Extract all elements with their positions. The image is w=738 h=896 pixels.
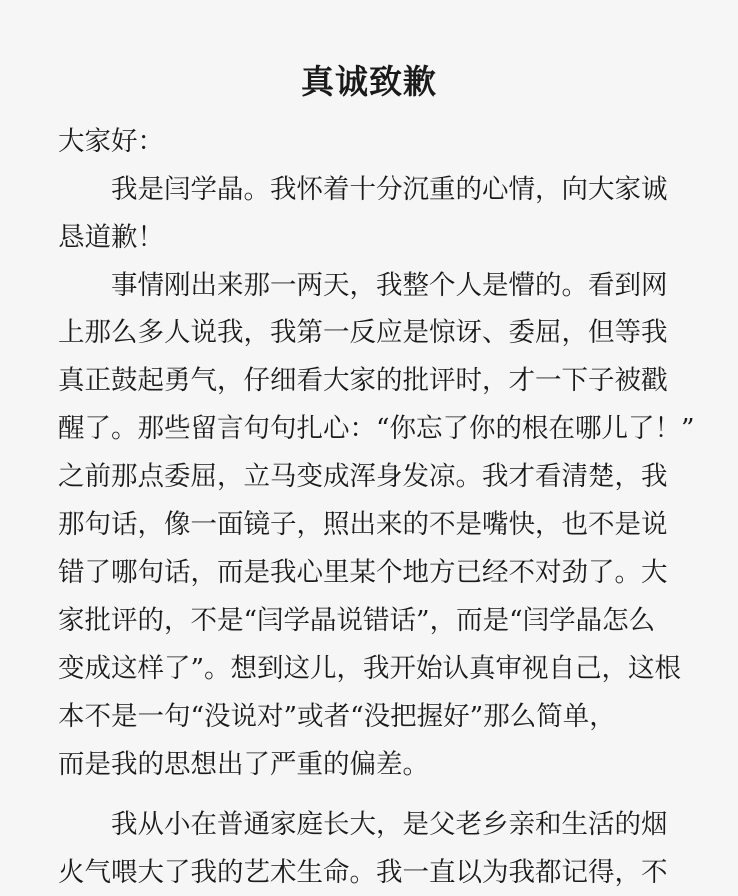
text-line-6: 醒了。那些留言句句扎心：“你忘了你的根在哪儿了！” xyxy=(58,413,695,444)
document-title: 真诚致歉 xyxy=(301,62,437,101)
text-line-14: 我从小在普通家庭长大，是父老乡亲和生活的烟 xyxy=(111,809,668,840)
text-line-8: 那句话，像一面镜子，照出来的不是嘴快，也不是说 xyxy=(58,509,668,540)
text-line-10: 家批评的，不是“闫学晶说错话”，而是“闫学晶怎么 xyxy=(58,605,656,636)
text-line-2: 恳道歉！ xyxy=(58,222,164,253)
text-line-11: 变成这样了”。想到这儿，我开始认真审视自己，这根 xyxy=(58,653,682,684)
text-line-1: 我是闫学晶。我怀着十分沉重的心情，向大家诚 xyxy=(111,174,668,205)
text-line-15: 火气喂大了我的艺术生命。我一直以为我都记得，不 xyxy=(58,857,668,888)
text-line-9: 错了哪句话，而是我心里某个地方已经不对劲了。大 xyxy=(58,557,668,588)
text-line-12: 本不是一句“没说对”或者“没把握好”那么简单， xyxy=(58,701,616,732)
greeting-line: 大家好： xyxy=(58,126,164,157)
text-line-3: 事情刚出来那一两天，我整个人是懵的。看到网 xyxy=(111,270,668,301)
text-line-7: 之前那点委屈，立马变成浑身发凉。我才看清楚，我 xyxy=(58,461,668,492)
text-line-4: 上那么多人说我，我第一反应是惊讶、委屈，但等我 xyxy=(58,317,668,348)
text-line-13: 而是我的思想出了严重的偏差。 xyxy=(58,749,429,780)
text-line-5: 真正鼓起勇气，仔细看大家的批评时，才一下子被戳 xyxy=(58,365,668,396)
